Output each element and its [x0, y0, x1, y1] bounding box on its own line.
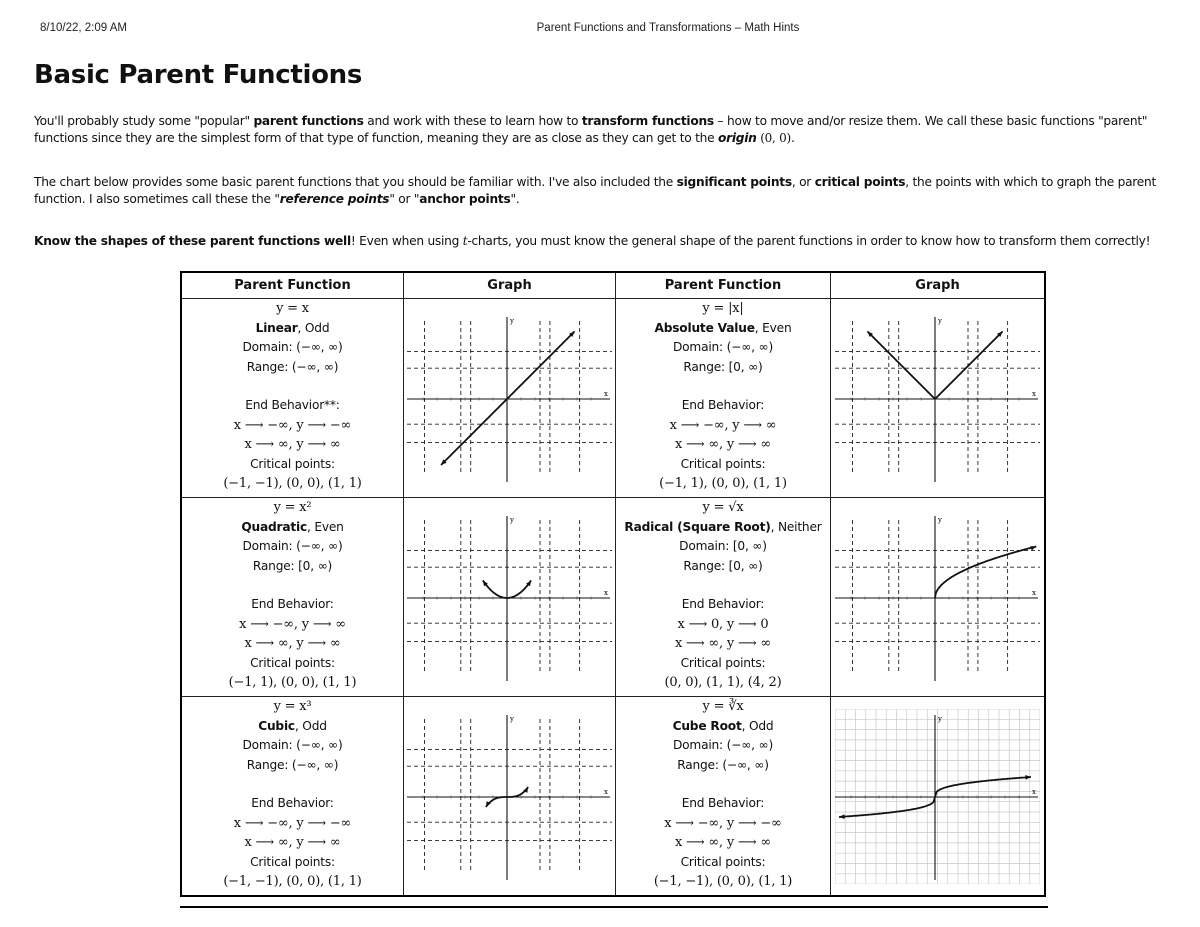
print-page-title: Parent Functions and Transformations – Math Hints — [536, 22, 800, 34]
function-cell — [616, 697, 831, 897]
function-range: Range: (−∞, ∞) — [677, 757, 769, 772]
end-behavior-right: x ⟶ ∞, y ⟶ ∞ — [244, 636, 341, 651]
end-behavior-label: End Behavior: — [681, 796, 765, 810]
function-equation: y = x — [276, 301, 309, 316]
end-behavior-left: x ⟶ −∞, y ⟶ −∞ — [233, 417, 352, 433]
y-axis-label: y — [510, 316, 514, 325]
end-behavior-label: End Behavior: — [251, 796, 334, 810]
x-axis-label: x — [1032, 787, 1036, 796]
function-range: Range: [0, ∞) — [683, 359, 763, 374]
critical-points-label: Critical points: — [250, 456, 335, 471]
x-axis-label: x — [1032, 588, 1036, 597]
function-domain: Domain: [0, ∞) — [679, 539, 767, 553]
function-equation: y = ∛x — [702, 699, 744, 714]
end-behavior-label: End Behavior: — [251, 597, 334, 611]
parent-functions-table — [180, 271, 1046, 897]
critical-points: (−1, −1), (0, 0), (1, 1) — [223, 874, 362, 889]
end-behavior-left: x ⟶ −∞, y ⟶ ∞ — [669, 417, 777, 433]
function-name: Cube Root, Odd — [672, 718, 774, 733]
critical-points: (−1, 1), (0, 0), (1, 1) — [659, 476, 787, 491]
linear-graph-svg — [407, 311, 612, 486]
function-range: Range: (−∞, ∞) — [246, 757, 339, 772]
intro-paragraph-3: Know the shapes of these parent functions well! Even when using t-charts, you must know the general shape of the parent functions in order to know how to transform them correctly! — [34, 234, 1151, 248]
critical-points: (−1, −1), (0, 0), (1, 1) — [223, 476, 362, 491]
function-name: Radical (Square Root), Neither — [624, 519, 822, 534]
function-domain: Domain: (−∞, ∞) — [242, 738, 343, 752]
function-equation: y = x³ — [273, 699, 312, 714]
end-behavior-right: x ⟶ ∞, y ⟶ ∞ — [674, 437, 771, 452]
end-behavior-right: x ⟶ ∞, y ⟶ ∞ — [244, 835, 341, 850]
function-equation: y = √x — [702, 500, 744, 515]
critical-points: (0, 0), (1, 1), (4, 2) — [664, 675, 782, 690]
function-name: Absolute Value, Even — [654, 320, 792, 335]
function-domain: Domain: (−∞, ∞) — [242, 340, 343, 354]
y-axis-label: y — [938, 515, 942, 524]
end-behavior-label: End Behavior: — [681, 398, 765, 412]
function-cell — [181, 299, 404, 498]
print-timestamp: 8/10/22, 2:09 AM — [40, 22, 127, 34]
intro-paragraph-1: You'll probably study some "popular" parent functions and work with these to learn how to transform functions – how to move and/or resize them. We call these basic functions "parent" functions since they are the simplest form of that type of function, meaning they are as close as they can get to the origin (0, 0). — [34, 114, 1148, 145]
function-range: Range: [0, ∞) — [252, 558, 333, 573]
critical-points-label: Critical points: — [250, 655, 335, 670]
function-range: Range: [0, ∞) — [683, 558, 763, 573]
critical-points: (−1, 1), (0, 0), (1, 1) — [228, 675, 357, 690]
y-axis-label: y — [510, 714, 514, 723]
end-behavior-left: x ⟶ 0, y ⟶ 0 — [677, 616, 769, 632]
y-axis-label: y — [938, 316, 942, 325]
critical-points-label: Critical points: — [680, 854, 766, 869]
function-domain: Domain: (−∞, ∞) — [242, 539, 343, 553]
end-behavior-left: x ⟶ −∞, y ⟶ −∞ — [233, 815, 352, 831]
y-axis-label: y — [938, 714, 942, 723]
x-axis-label: x — [604, 588, 608, 597]
end-behavior-right: x ⟶ ∞, y ⟶ ∞ — [244, 437, 341, 452]
page-title: Basic Parent Functions — [34, 60, 363, 90]
function-name: Quadratic, Even — [241, 519, 344, 534]
function-domain: Domain: (−∞, ∞) — [672, 738, 774, 752]
end-behavior-right: x ⟶ ∞, y ⟶ ∞ — [674, 636, 771, 651]
curve-arrowhead — [1025, 775, 1031, 780]
graph-cubic — [404, 697, 616, 897]
graph-cube-root — [831, 697, 1046, 897]
square-root-graph-svg — [835, 510, 1040, 685]
col-header-parent-function: Parent Function — [616, 272, 831, 299]
table-row — [181, 498, 1045, 697]
graph-square-root — [831, 498, 1046, 697]
y-axis-label: y — [510, 515, 514, 524]
function-domain: Domain: (−∞, ∞) — [672, 340, 774, 354]
curve-arrowhead — [1030, 546, 1036, 550]
function-cell — [181, 697, 404, 897]
function-cell — [616, 299, 831, 498]
table-row — [181, 299, 1045, 498]
function-curve — [935, 546, 1036, 598]
end-behavior-left: x ⟶ −∞, y ⟶ −∞ — [664, 815, 782, 831]
function-name: Linear, Odd — [255, 320, 330, 335]
function-cell — [616, 498, 831, 697]
end-behavior-right: x ⟶ ∞, y ⟶ ∞ — [674, 835, 771, 850]
graph-linear — [404, 299, 616, 498]
cubic-graph-svg — [407, 709, 612, 884]
cube-root-graph-svg — [835, 709, 1040, 884]
function-equation: y = |x| — [702, 301, 744, 316]
absolute-value-graph-svg — [835, 311, 1040, 486]
bottom-rule — [180, 906, 1048, 908]
x-axis-label: x — [604, 787, 608, 796]
end-behavior-label: End Behavior**: — [245, 398, 340, 412]
end-behavior-label: End Behavior: — [681, 597, 765, 611]
curve-arrowhead — [839, 814, 845, 819]
table-header-row — [181, 272, 1045, 299]
col-header-parent-function: Parent Function — [181, 272, 404, 299]
critical-points-label: Critical points: — [680, 456, 766, 471]
critical-points-label: Critical points: — [250, 854, 335, 869]
critical-points: (−1, −1), (0, 0), (1, 1) — [653, 874, 793, 889]
x-axis-label: x — [1032, 389, 1036, 398]
intro-paragraph-2: The chart below provides some basic parent functions that you should be familiar with. I've also included the significant points, or critical points, the points with which to graph the parent function. I also sometimes call these the "reference points" or "anchor points". — [34, 175, 1157, 206]
graph-quadratic — [404, 498, 616, 697]
x-axis-label: x — [604, 389, 608, 398]
graph-absolute-value — [831, 299, 1046, 498]
function-cell — [181, 498, 404, 697]
critical-points-label: Critical points: — [680, 655, 766, 670]
function-range: Range: (−∞, ∞) — [246, 359, 339, 374]
end-behavior-left: x ⟶ −∞, y ⟶ ∞ — [239, 616, 346, 632]
function-equation: y = x² — [273, 500, 312, 515]
function-name: Cubic, Odd — [258, 718, 327, 733]
quadratic-graph-svg — [407, 510, 612, 685]
col-header-graph: Graph — [831, 272, 1046, 299]
col-header-graph: Graph — [404, 272, 616, 299]
table-row — [181, 697, 1045, 897]
